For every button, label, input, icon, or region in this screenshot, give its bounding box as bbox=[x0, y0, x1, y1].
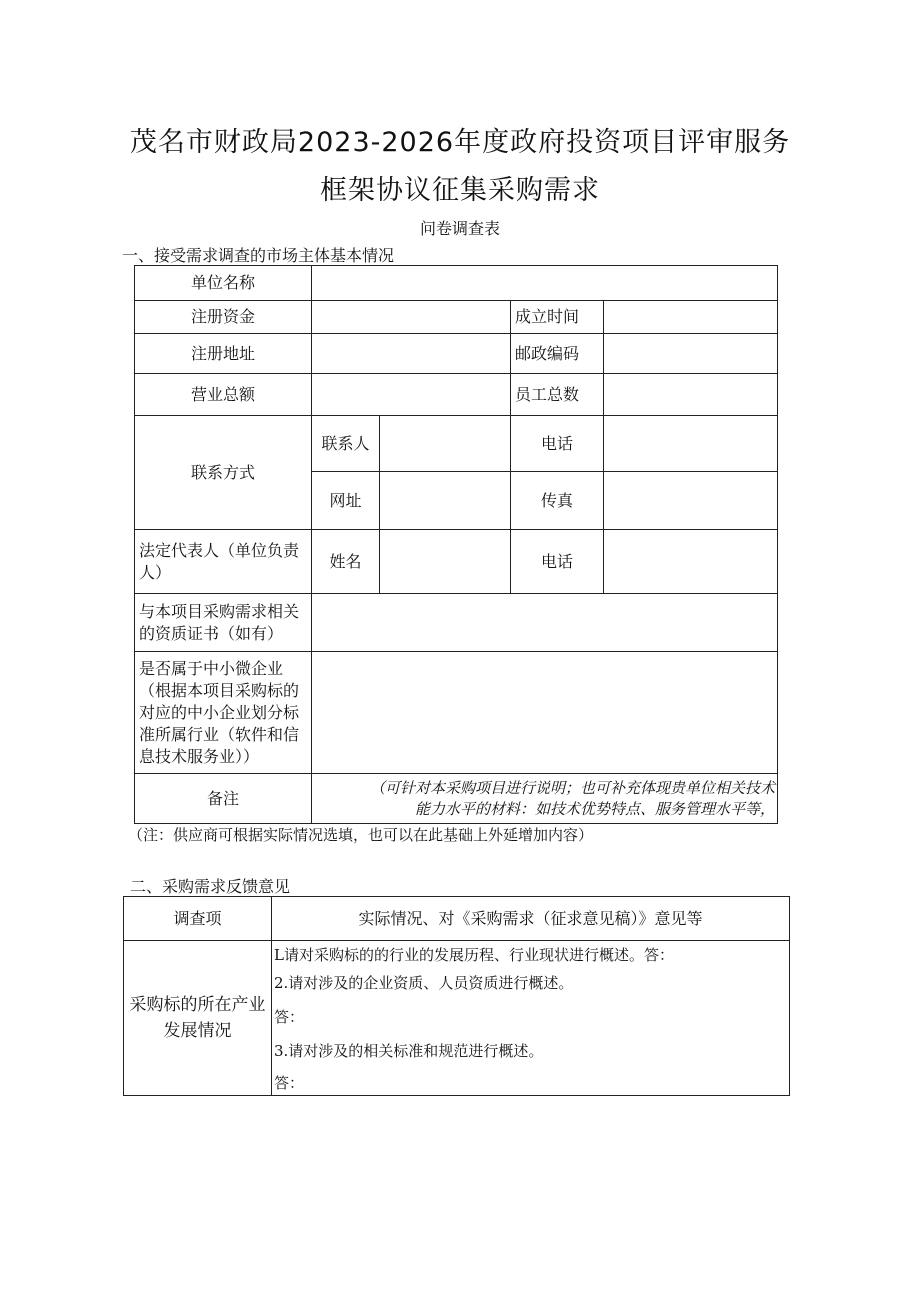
reg-capital-label: 注册资金 bbox=[135, 301, 312, 334]
reg-capital-field[interactable] bbox=[312, 301, 511, 334]
legal-rep-name-label: 姓名 bbox=[312, 530, 380, 594]
legal-rep-phone-field[interactable] bbox=[604, 530, 778, 594]
fax-field[interactable] bbox=[604, 472, 778, 530]
remarks-label: 备注 bbox=[135, 774, 312, 824]
legal-rep-phone-label: 电话 bbox=[511, 530, 604, 594]
remarks-hint-line1: （可针对本采购项目进行说明；也可补充体现贵单位相关技术 bbox=[369, 778, 775, 797]
header-item: 调查项 bbox=[124, 897, 272, 941]
established-label: 成立时间 bbox=[511, 301, 604, 334]
industry-development-answer[interactable] bbox=[272, 941, 790, 1096]
postal-code-field[interactable] bbox=[604, 334, 778, 374]
legal-rep-label: 法定代表人（单位负责人） bbox=[135, 530, 312, 594]
phone-field[interactable] bbox=[604, 416, 778, 472]
basic-info-table bbox=[134, 265, 778, 824]
qualification-field[interactable] bbox=[312, 594, 778, 652]
fill-note: （注：供应商可根据实际情况选填，也可以在此基础上外延增加内容） bbox=[128, 826, 594, 844]
postal-code-label: 邮政编码 bbox=[511, 334, 604, 374]
answer-2: 答： bbox=[274, 1008, 305, 1026]
established-field[interactable] bbox=[604, 301, 778, 334]
phone-label: 电话 bbox=[511, 416, 604, 472]
feedback-table bbox=[123, 896, 790, 1096]
qualification-label: 与本项目采购需求相关的资质证书（如有） bbox=[135, 594, 312, 652]
header-content: 实际情况、对《采购需求（征求意见稿）》意见等 bbox=[272, 897, 790, 941]
document-title-line1: 茂名市财政局2023-2026年度政府投资项目评审服务 bbox=[129, 127, 791, 158]
website-field[interactable] bbox=[380, 472, 511, 530]
question-2: 2.请对涉及的企业资质、人员资质进行概述。 bbox=[274, 974, 574, 992]
question-1: L请对采购标的的行业的发展历程、行业现状进行概述。答： bbox=[274, 946, 674, 964]
sme-label: 是否属于中小微企业（根据本项目采购标的对应的中小企业划分标准所属行业（软件和信息技术服务业）） bbox=[135, 652, 312, 774]
sme-field[interactable] bbox=[312, 652, 778, 774]
remarks-hint-line2: 能力水平的材料：如技术优势特点、服务管理水平等， bbox=[414, 799, 775, 818]
answer-3: 答： bbox=[274, 1074, 305, 1092]
contact-method-label: 联系方式 bbox=[135, 416, 312, 530]
section1-heading: 一、接受需求调查的市场主体基本情况 bbox=[122, 246, 395, 265]
document-title-line2: 框架协议征集采购需求 bbox=[320, 175, 600, 206]
fax-label: 传真 bbox=[511, 472, 604, 530]
section2-heading: 二、采购需求反馈意见 bbox=[130, 877, 291, 896]
revenue-label: 营业总额 bbox=[135, 374, 312, 416]
industry-development-label: 采购标的所在产业发展情况 bbox=[124, 941, 272, 1096]
website-label: 网址 bbox=[312, 472, 380, 530]
contact-person-label: 联系人 bbox=[312, 416, 380, 472]
question-3: 3.请对涉及的相关标准和规范进行概述。 bbox=[274, 1042, 544, 1060]
reg-address-label: 注册地址 bbox=[135, 334, 312, 374]
employees-label: 员工总数 bbox=[511, 374, 604, 416]
document-subtitle: 问卷调查表 bbox=[419, 219, 500, 238]
employees-field[interactable] bbox=[604, 374, 778, 416]
reg-address-field[interactable] bbox=[312, 334, 511, 374]
contact-person-field[interactable] bbox=[380, 416, 511, 472]
unit-name-label: 单位名称 bbox=[135, 266, 312, 301]
legal-rep-name-field[interactable] bbox=[380, 530, 511, 594]
remarks-field[interactable] bbox=[312, 774, 778, 824]
revenue-field[interactable] bbox=[312, 374, 511, 416]
unit-name-field[interactable] bbox=[312, 266, 778, 301]
